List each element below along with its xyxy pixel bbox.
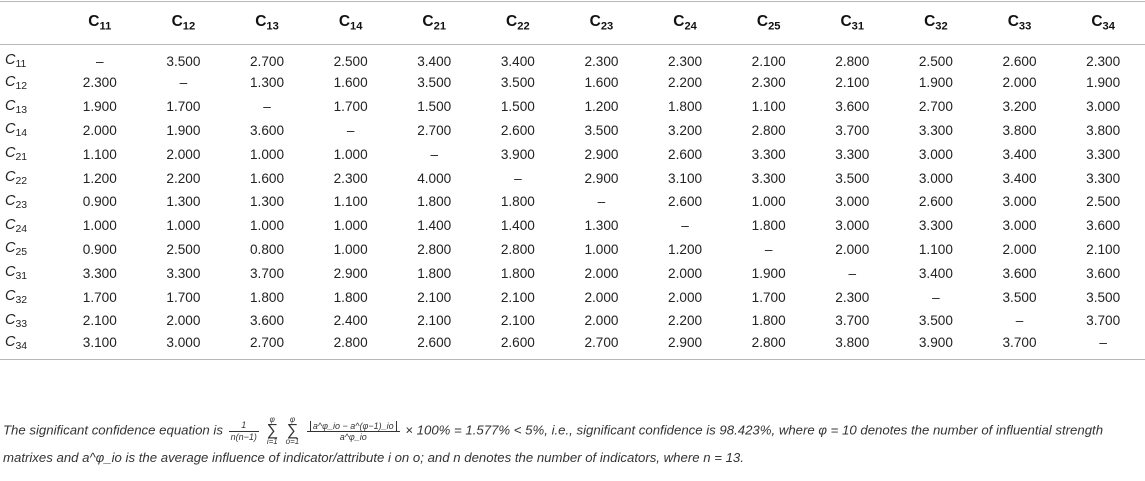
table-cell: 1.200 [668, 241, 703, 257]
table-row [0, 261, 1145, 285]
table-cell: 1.800 [417, 265, 452, 281]
table-cell: 3.200 [1002, 99, 1037, 115]
table-cell: 2.000 [166, 146, 201, 162]
row-header [0, 285, 58, 309]
table-cell: 0.900 [82, 241, 117, 257]
table-cell: 1.700 [333, 99, 368, 115]
table-cell: 2.100 [417, 289, 452, 305]
table-cell: 1.400 [500, 218, 535, 234]
table-cell: 2.300 [751, 75, 786, 91]
table-cell: 3.700 [1086, 313, 1121, 329]
column-header [58, 2, 142, 45]
table-cell: 2.800 [751, 122, 786, 138]
table-cell: 2.800 [835, 53, 870, 69]
column-header-base: C [506, 13, 518, 31]
table-cell: 2.800 [309, 333, 393, 360]
table-cell: 2.600 [668, 146, 703, 162]
table-cell: 3.400 [1002, 146, 1037, 162]
column-header [643, 2, 727, 45]
row-header [0, 142, 58, 166]
table-cell: 1.800 [250, 289, 285, 305]
table-cell: 3.700 [250, 265, 285, 281]
table-cell: 2.000 [584, 289, 619, 305]
table-cell: 1.800 [500, 265, 535, 281]
sum-lower-limit: i=1 [266, 437, 278, 446]
table-cell: 3.600 [1002, 265, 1037, 281]
table-cell: 3.800 [1002, 122, 1037, 138]
table-row [0, 142, 1145, 166]
table-cell: 2.700 [250, 53, 285, 69]
table-cell: 3.100 [58, 333, 142, 360]
row-header-base: C [5, 333, 16, 350]
table-cell: 3.000 [835, 194, 870, 210]
table-cell: 2.700 [417, 122, 452, 138]
table-cell: 3.400 [918, 265, 953, 281]
table-cell: 1.000 [166, 218, 201, 234]
table-cell: 1.400 [417, 218, 452, 234]
table-cell: 1.800 [333, 289, 368, 305]
table-cell: 2.900 [584, 146, 619, 162]
table-cell: 2.900 [643, 333, 727, 360]
column-header-subscript: 31 [851, 20, 865, 33]
column-header-base: C [255, 13, 267, 31]
table-cell: 1.000 [82, 218, 117, 234]
row-header-base: C [5, 216, 16, 233]
header-row [0, 2, 1145, 45]
row-header-base: C [5, 311, 16, 328]
table-cell: 3.300 [751, 146, 786, 162]
footnote-line-1 [3, 416, 1143, 446]
row-header [0, 333, 58, 360]
column-header [476, 2, 560, 45]
row-header-base: C [5, 97, 16, 114]
column-header-subscript: 32 [935, 20, 948, 33]
column-header [810, 2, 894, 45]
table-cell: 2.100 [751, 53, 786, 69]
table-cell: 2.600 [668, 194, 703, 210]
table-cell: 2.300 [668, 53, 703, 69]
row-header-base: C [5, 73, 16, 90]
fraction-relative-difference [307, 421, 400, 442]
table-cell: 3.000 [1002, 218, 1037, 234]
sum-upper-limit: φ [269, 415, 275, 424]
table-cell: 2.500 [918, 53, 953, 69]
row-header [0, 45, 58, 72]
table-cell: – [514, 170, 522, 186]
table-cell: 1.100 [82, 146, 117, 162]
table-cell: 1.000 [584, 241, 619, 257]
table-cell: 1.800 [668, 99, 703, 115]
corner-cell [0, 2, 58, 45]
table-row [0, 285, 1145, 309]
table-cell: 3.700 [978, 333, 1062, 360]
table-cell: – [764, 241, 773, 257]
sum-lower-limit: o=1 [285, 437, 300, 446]
column-header-base: C [924, 13, 936, 31]
column-header-base: C [338, 13, 351, 31]
table-cell: 3.300 [835, 146, 870, 162]
table-cell: – [430, 146, 439, 162]
column-header [309, 2, 393, 45]
row-header-base: C [5, 51, 16, 68]
table-cell: 3.300 [751, 170, 786, 186]
table-cell: 2.800 [727, 333, 811, 360]
table-cell: 1.800 [751, 313, 786, 329]
row-header-subscript: 34 [15, 340, 28, 352]
column-header-subscript: 21 [433, 20, 447, 33]
table-cell: 3.700 [835, 313, 870, 329]
table-cell: 2.400 [333, 313, 368, 329]
table-cell: – [179, 75, 188, 91]
table-row [0, 71, 1145, 95]
table-cell: 2.000 [584, 265, 619, 281]
table-body [0, 45, 1145, 360]
table-cell: 2.500 [166, 241, 201, 257]
table-cell: 2.100 [500, 289, 535, 305]
table-cell: 3.300 [82, 265, 117, 281]
table-cell: – [1061, 333, 1145, 360]
table-cell: 1.100 [918, 241, 953, 257]
table-cell: 3.300 [918, 122, 953, 138]
row-header [0, 71, 58, 95]
table-cell: 1.500 [500, 99, 535, 115]
table-cell: 3.500 [166, 53, 201, 69]
column-header-subscript: 14 [350, 20, 363, 33]
table-cell: 1.800 [500, 194, 535, 210]
row-header [0, 190, 58, 214]
row-header [0, 166, 58, 190]
table-cell: 3.900 [500, 146, 535, 162]
row-header [0, 214, 58, 238]
row-header-base: C [5, 240, 16, 257]
table-cell: 1.700 [751, 289, 786, 305]
influence-matrix-table [0, 1, 1145, 360]
table-cell: 2.500 [1086, 194, 1121, 210]
table-cell: 3.000 [1002, 194, 1037, 210]
table-cell: 3.300 [1086, 146, 1121, 162]
table-cell: 1.200 [82, 170, 117, 186]
table-cell: 3.900 [894, 333, 978, 360]
table-cell: 2.700 [918, 99, 953, 115]
table-cell: 2.700 [560, 333, 644, 360]
table-cell: – [346, 122, 355, 138]
table-cell: 1.500 [417, 99, 452, 115]
summation-o [286, 416, 300, 446]
table-cell: 3.600 [835, 99, 870, 115]
row-header-base: C [5, 264, 16, 281]
table-cell: 1.800 [417, 194, 452, 210]
table-cell: 1.900 [918, 75, 953, 91]
table-cell: 1.900 [1086, 75, 1121, 91]
row-header-subscript: 21 [15, 152, 28, 164]
table-cell: 1.000 [333, 146, 368, 162]
table-cell: 2.600 [476, 333, 560, 360]
table-cell: 2.100 [835, 75, 870, 91]
row-header-subscript: 13 [15, 104, 28, 116]
table-cell: 2.000 [584, 313, 619, 329]
table-cell: 2.600 [918, 194, 953, 210]
row-header [0, 119, 58, 143]
row-header-subscript: 33 [15, 318, 28, 330]
table-cell: 1.700 [82, 289, 117, 305]
column-header-base: C [673, 13, 685, 31]
column-header-base: C [1091, 13, 1103, 31]
table-cell: 2.100 [1086, 241, 1121, 257]
column-header-subscript: 11 [99, 20, 112, 33]
column-header-subscript: 33 [1018, 20, 1032, 33]
table-cell: 2.000 [668, 289, 703, 305]
table-row [0, 119, 1145, 143]
table-row [0, 95, 1145, 119]
row-header [0, 261, 58, 285]
table-row [0, 214, 1145, 238]
table-cell: 1.300 [584, 218, 619, 234]
column-header-base: C [589, 13, 601, 31]
table-cell: 1.200 [584, 99, 619, 115]
column-header-subscript: 23 [600, 20, 614, 33]
row-header-base: C [5, 169, 16, 186]
column-header-subscript: 12 [182, 20, 196, 33]
table-cell: – [848, 265, 857, 281]
row-header-base: C [5, 192, 16, 209]
table-cell: – [681, 218, 689, 234]
table-cell: 1.600 [250, 170, 285, 186]
table-cell: 2.300 [82, 75, 117, 91]
table-cell: 3.200 [668, 122, 703, 138]
table-cell: 3.400 [417, 53, 452, 69]
column-header-base: C [88, 13, 100, 31]
column-header-base: C [840, 13, 852, 31]
table-cell: 2.600 [1002, 53, 1037, 69]
column-header [727, 2, 811, 45]
table-cell: – [96, 53, 104, 69]
table-cell: 3.500 [584, 122, 619, 138]
fraction-numerator: 1 [229, 420, 259, 432]
row-header-subscript: 22 [15, 176, 28, 188]
table-row [0, 166, 1145, 190]
column-header [560, 2, 644, 45]
table-cell: 2.000 [82, 122, 117, 138]
row-header-subscript: 31 [15, 271, 28, 283]
fraction-denominator: n(n−1) [230, 431, 257, 442]
column-header-subscript: 34 [1102, 20, 1115, 33]
column-header [978, 2, 1062, 45]
table-cell: 3.600 [1086, 265, 1121, 281]
table-cell: – [597, 194, 606, 210]
row-header-base: C [5, 145, 16, 162]
row-header-subscript: 23 [15, 199, 28, 211]
column-header-base: C [171, 13, 183, 31]
column-header [225, 2, 309, 45]
sigma-symbol: ∑ [286, 422, 299, 439]
row-header-subscript: 24 [15, 223, 28, 235]
column-header-base: C [1007, 13, 1019, 31]
row-header-subscript: 12 [15, 80, 28, 92]
column-header-subscript: 22 [517, 20, 530, 33]
table-cell: 3.600 [1086, 218, 1121, 234]
row-header [0, 238, 58, 262]
table-row [0, 333, 1145, 360]
table-cell: 2.000 [1002, 241, 1037, 257]
table-cell: 2.900 [584, 170, 619, 186]
table-cell: 3.600 [250, 122, 285, 138]
table-cell: 4.000 [417, 170, 452, 186]
table-cell: 3.500 [835, 170, 870, 186]
footnote-prefix: The significant confidence equation is [3, 422, 223, 438]
table-row [0, 45, 1145, 72]
table-cell: 2.300 [584, 53, 619, 69]
table-row [0, 309, 1145, 333]
table-cell: 2.600 [392, 333, 476, 360]
table-cell: 3.300 [918, 218, 953, 234]
table-cell: 0.800 [250, 241, 285, 257]
row-header-base: C [5, 288, 16, 304]
column-header [894, 2, 978, 45]
table-cell: 3.400 [1002, 170, 1037, 186]
fraction-denominator: a^φ_io [339, 431, 367, 442]
table-cell: 3.500 [1086, 289, 1121, 305]
summation-i [267, 416, 278, 446]
row-header-subscript: 11 [15, 59, 27, 71]
table-cell: 3.500 [918, 313, 953, 329]
column-header-subscript: 13 [266, 20, 279, 33]
table-cell: 0.900 [82, 194, 117, 210]
table-cell: 2.100 [82, 313, 117, 329]
row-header [0, 309, 58, 333]
table-cell: 1.000 [751, 194, 786, 210]
table-cell: 1.600 [333, 75, 368, 91]
row-header-subscript: 14 [15, 128, 28, 140]
table-cell: 3.100 [668, 170, 703, 186]
table-cell: 3.800 [1086, 122, 1121, 138]
abs-difference: a^φ_io − a^(φ−1)_io [310, 421, 397, 431]
table-cell: 2.300 [1086, 53, 1121, 69]
table-cell: 3.500 [417, 75, 452, 91]
table-cell: 1.900 [751, 265, 786, 281]
table-cell: 1.700 [166, 99, 201, 115]
table-cell: 2.800 [500, 241, 535, 257]
table-cell: 1.100 [333, 194, 368, 210]
table-cell: 2.700 [225, 333, 309, 360]
table-row [0, 238, 1145, 262]
table-cell: 2.800 [417, 241, 452, 257]
table-footnote [3, 416, 1143, 469]
row-header [0, 95, 58, 119]
table-cell: 3.000 [835, 218, 870, 234]
table-cell: 3.000 [1086, 99, 1121, 115]
table-cell: 1.000 [333, 218, 368, 234]
column-header-subscript: 24 [684, 20, 697, 33]
table-cell: 2.000 [835, 241, 870, 257]
table-cell: 2.900 [333, 265, 368, 281]
table-cell: 1.700 [166, 289, 201, 305]
table-cell: 1.300 [250, 194, 285, 210]
table-cell: 3.800 [810, 333, 894, 360]
table-cell: 3.600 [250, 313, 285, 329]
table-cell: 3.500 [1002, 289, 1037, 305]
fraction-1-over-n [229, 420, 259, 443]
column-header-base: C [756, 13, 769, 31]
row-header-subscript: 32 [15, 295, 28, 307]
sigma-symbol: ∑ [266, 422, 278, 439]
table-cell: 3.400 [500, 53, 535, 69]
row-header-base: C [5, 121, 16, 138]
table-cell: 2.200 [166, 170, 201, 186]
table-cell: 2.600 [500, 122, 535, 138]
table-cell: – [1015, 313, 1024, 329]
row-header-subscript: 25 [15, 247, 28, 259]
footnote-suffix: × 100% = 1.577% < 5%, i.e., significant confidence is 98.423%, where φ = 10 denotes the number of influential strength [405, 422, 1104, 438]
table-cell: 3.000 [918, 146, 953, 162]
table-cell: 2.300 [835, 289, 870, 305]
table-cell: 2.000 [668, 265, 703, 281]
table-cell: 3.700 [835, 122, 870, 138]
table-row [0, 190, 1145, 214]
table-cell: 2.000 [1002, 75, 1037, 91]
table-cell: 2.100 [500, 313, 535, 329]
table-cell: 3.500 [500, 75, 535, 91]
table-cell: – [263, 99, 271, 115]
fraction-numerator [307, 421, 400, 432]
table-cell: 2.300 [333, 170, 368, 186]
table-cell: 2.500 [333, 53, 368, 69]
footnote-line-2: matrixes and a^φ_io is the average influence of indicator/attribute i on o; and n denotes the number of indicators, where n = 13. [3, 450, 744, 465]
table-cell: 1.000 [250, 146, 285, 162]
table-cell: 3.300 [166, 265, 201, 281]
table-cell: 1.300 [166, 194, 201, 210]
table-cell: 1.000 [333, 241, 368, 257]
table-cell: 2.100 [417, 313, 452, 329]
table-cell: 2.000 [166, 313, 201, 329]
sum-upper-limit: φ [289, 415, 296, 424]
table-cell: 1.900 [166, 122, 201, 138]
table-cell: 2.200 [668, 313, 703, 329]
table-cell: 1.300 [250, 75, 285, 91]
column-header-subscript: 25 [768, 20, 781, 33]
table-cell: 3.300 [1086, 170, 1121, 186]
table-cell: 1.000 [250, 218, 285, 234]
table-cell: 3.000 [918, 170, 953, 186]
column-header [142, 2, 226, 45]
table-cell: 1.800 [751, 218, 786, 234]
column-header-base: C [422, 13, 434, 31]
table-cell: 3.000 [142, 333, 226, 360]
table-cell: 1.600 [584, 75, 619, 91]
table-cell: 1.100 [751, 99, 786, 115]
column-header [392, 2, 476, 45]
table-cell: 1.900 [82, 99, 117, 115]
column-header [1061, 2, 1145, 45]
table-cell: 2.200 [668, 75, 703, 91]
table-cell: – [932, 289, 940, 305]
